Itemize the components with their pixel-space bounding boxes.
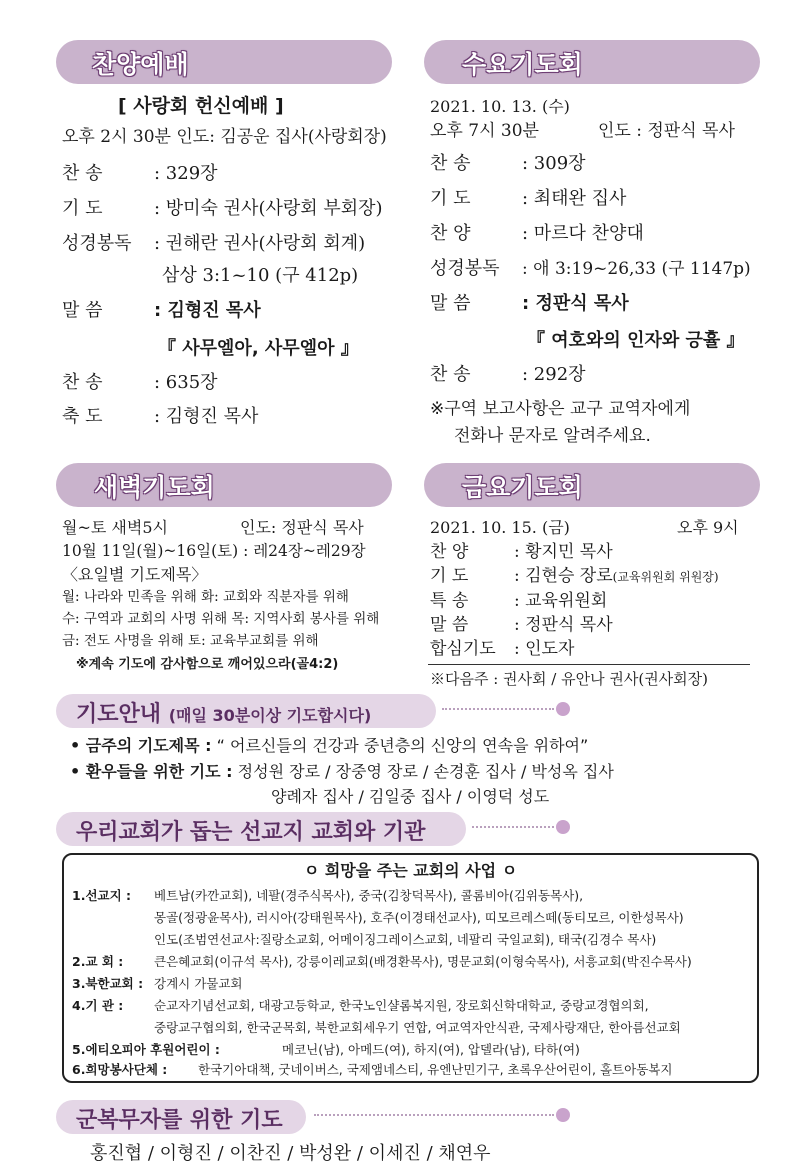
prayer-dots (442, 708, 554, 710)
mission-item-label: 1.선교지 : (72, 888, 132, 903)
friday-row: 합심기도 : 인도자 (430, 639, 575, 659)
praise-header (56, 40, 392, 84)
military-header (56, 1100, 576, 1134)
mission-item-label: 4.기 관 : (72, 998, 124, 1013)
friday-divider (428, 664, 750, 665)
mission-box (62, 853, 759, 1083)
wednesday-row: 찬 송 : 309장 (430, 153, 586, 174)
friday-next-week: ※다음주 : 권사회 / 유안나 권사(권사회장) (430, 670, 709, 688)
friday-row: 기 도 : 김현승 장로(교육위원회 위원장) (430, 566, 719, 586)
military-title: 군복무자를 위한 기도 (76, 1108, 283, 1133)
praise-row: 삼상 3:1~10 (구 412p) (162, 265, 359, 286)
prayer-topic: • 금주의 기도제목 : “ 어르신들의 건강과 중년층의 신앙의 연속을 위하여” (70, 736, 589, 755)
friday-row: 말 씀 : 정판식 목사 (430, 615, 613, 635)
mission-dots (472, 826, 554, 828)
mission-item-line: 중랑교구협의회, 한국군목회, 북한교회세우기 연합, 여교역자안식관, 국제사랑재단, 한아름선교회 (154, 1020, 681, 1035)
dawn-header (56, 463, 392, 507)
mission-item-line: 메코닌(남), 아메드(여), 하지(여), 압델라(남), 타하(여) (282, 1042, 580, 1057)
mission-item-line: 몽골(정광윤목사), 러시아(강태원목사), 호주(이경태선교사), 띠모르레스떼(동티모르, 이한성목사) (154, 910, 684, 925)
mission-header (56, 812, 576, 846)
prayer-dot-end (556, 702, 570, 716)
friday-row: 찬 양 : 황지민 목사 (430, 542, 613, 562)
wednesday-row: 성경봉독 : 애 3:19~26,33 (구 1147p) (430, 258, 751, 279)
wednesday-header (424, 40, 760, 84)
praise-title: 찬양예배 (92, 50, 189, 79)
praise-subtitle: [ 사랑회 헌신예배 ] (118, 95, 284, 117)
wednesday-date: 2021. 10. 13. (수) (430, 97, 570, 116)
military-dot-end (556, 1108, 570, 1122)
wednesday-note: ※구역 보고사항은 교구 교역자에게 (430, 399, 691, 419)
wednesday-note: 전화나 문자로 알려주세요. (454, 426, 651, 446)
dawn-verse: ※계속 기도에 감사함으로 깨어있으라(골4:2) (76, 657, 339, 672)
praise-row: 찬 송 : 329장 (62, 163, 218, 184)
prayer-header (56, 694, 576, 728)
dawn-topic: 월: 나라와 민족을 위해 화: 교회와 직분자를 위해 (62, 589, 349, 605)
wednesday-time: 오후 7시 30분 (430, 121, 539, 141)
prayer-patients-cont: 양례자 집사 / 김일중 집사 / 이영덕 성도 (271, 787, 550, 806)
dawn-range: 10월 11일(월)~16일(토) : 레24장~레29장 (62, 542, 366, 560)
friday-date: 2021. 10. 15. (금) (430, 518, 570, 537)
prayer-patients: • 환우들을 위한 기도 : 정성원 장로 / 장중영 장로 / 손경훈 집사 / 박성옥 집사 (70, 762, 614, 781)
mission-title: 우리교회가 돕는 선교지 교회와 기관 (76, 820, 426, 845)
dawn-time: 월~토 새벽5시 (62, 518, 168, 537)
dawn-topic: 금: 전도 사명을 위해 토: 교육부교회를 위해 (62, 633, 319, 649)
mission-item-line: 한국기아대책, 굿네이버스, 국제앰네스티, 유엔난민기구, 초록우산어린이, 홀트아동복지 (198, 1062, 673, 1077)
mission-box-title: ㅇ 희망을 주는 교회의 사업 ㅇ (303, 861, 518, 880)
military-dots (314, 1114, 554, 1116)
dawn-title: 새벽기도회 (94, 473, 215, 502)
friday-header (424, 463, 760, 507)
praise-row: 말 씀 : 김형진 목사 (62, 300, 261, 321)
dawn-topic: 수: 구역과 교회의 사명 위해 목: 지역사회 봉사를 위해 (62, 611, 380, 627)
wednesday-row: 기 도 : 최태완 집사 (430, 188, 627, 209)
mission-item-line: 베트남(카깐교회), 네팔(경주식목사), 중국(김창덕목사), 콜롬비아(김위동목사), (154, 888, 584, 903)
friday-time: 오후 9시 (677, 518, 739, 537)
praise-row: 성경봉독 : 권해란 권사(사랑회 회계) (62, 233, 366, 254)
military-names: 홍진협 / 이형진 / 이찬진 / 박성완 / 이세진 / 채연우 (90, 1143, 491, 1164)
wednesday-title: 수요기도회 (462, 50, 583, 79)
dawn-leader: 인도: 정판식 목사 (240, 518, 364, 537)
wednesday-row: 찬 양 : 마르다 찬양대 (430, 223, 644, 244)
friday-row: 특 송 : 교육위원회 (430, 591, 608, 611)
mission-item-label: 2.교 회 : (72, 954, 124, 969)
wednesday-sermon-title: 『 여호와의 인자와 긍휼 』 (527, 330, 745, 351)
mission-item-line: 인도(조범연선교사:질랑소교회, 어메이징그레이스교회, 네팔리 국일교회), 태국(김경수 목사) (154, 932, 657, 947)
wednesday-row: 찬 송 : 292장 (430, 364, 586, 385)
mission-dot-end (556, 820, 570, 834)
praise-sermon-title: 『 사무엘아, 사무엘아 』 (158, 338, 359, 359)
wednesday-leader: 인도 : 정판식 목사 (598, 121, 735, 141)
praise-row: 기 도 : 방미숙 권사(사랑회 부회장) (62, 198, 383, 219)
mission-item-label: 5.에티오피아 후원어린이 : (72, 1042, 220, 1057)
friday-title: 금요기도회 (462, 473, 583, 502)
praise-time: 오후 2시 30분 인도: 김공운 집사(사랑회장) (62, 127, 387, 147)
dawn-topics-head: 〈요일별 기도제목〉 (62, 565, 208, 584)
mission-item-line: 순교자기념선교회, 대광고등학교, 한국노인샬롬복지원, 장로회신학대학교, 중랑교경협의회, (154, 998, 649, 1013)
mission-item-line: 큰은혜교회(이규석 목사), 강릉이레교회(배경환목사), 명문교회(이형숙목사), 서흥교회(박진수목사) (154, 954, 692, 969)
mission-item-line: 강계시 가물교회 (154, 976, 243, 991)
praise-row: 찬 송 : 635장 (62, 372, 218, 393)
praise-row: 축 도 : 김형진 목사 (62, 406, 259, 427)
wednesday-row: 말 씀 : 정판식 목사 (430, 293, 629, 314)
mission-item-label: 6.희망봉사단체 : (72, 1062, 168, 1077)
prayer-title: 기도안내 (매일 30분이상 기도합시다) (76, 702, 372, 727)
mission-item-label: 3.북한교회 : (72, 976, 144, 991)
